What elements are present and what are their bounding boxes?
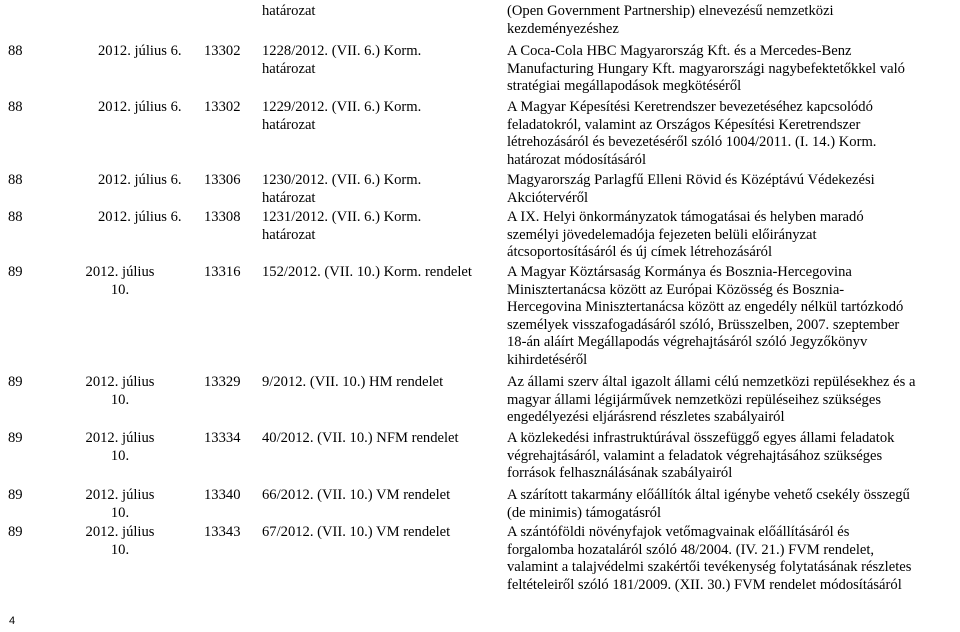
legal-title: Magyarország Parlagfű Elleni Rövid és Középtávú Védekezési Akciótervéről	[507, 172, 875, 206]
legal-title: (Open Government Partnership) elnevezésű nemzetközi kezdeményezéshez	[507, 3, 834, 37]
page-number: 13340	[204, 487, 241, 503]
legal-title: A szárított takarmány előállítók által igénybe vehető csekély összegű (de minimis) támogatásról	[507, 487, 910, 521]
page-number: 13343	[204, 524, 241, 540]
issue-date: 2012. július 10.	[85, 374, 155, 408]
issue-number: 88	[8, 99, 23, 115]
page-number: 13308	[204, 209, 241, 225]
legal-number: 1229/2012. (VII. 6.) Korm. határozat	[262, 99, 422, 133]
issue-number: 89	[8, 430, 23, 446]
issue-number: 89	[8, 264, 23, 280]
issue-date: 2012. július 6.	[98, 99, 182, 115]
legal-title: A szántóföldi növényfajok vetőmagvainak előállításáról és forgalomba hozataláról szóló 48/2004. (IV. 21.) FVM rendelet, valamint a talajvédelmi szakértői tevékenység folytatásának részletes feltételeiről szóló 181/2009. (XII. 30.) FVM rendelet módosításáról	[507, 524, 912, 593]
page-number: 13302	[204, 43, 241, 59]
page-number: 13334	[204, 430, 241, 446]
page-footer-number: 4	[9, 615, 16, 627]
legal-number: 67/2012. (VII. 10.) VM rendelet	[262, 524, 451, 540]
issue-date: 2012. július 6.	[98, 209, 182, 225]
legal-number: 152/2012. (VII. 10.) Korm. rendelet	[262, 264, 472, 280]
legal-number: 1228/2012. (VII. 6.) Korm. határozat	[262, 43, 422, 77]
issue-date: 2012. július 10.	[85, 430, 155, 464]
issue-date: 2012. július 10.	[85, 524, 155, 558]
page-number: 13329	[204, 374, 241, 390]
legal-number: 66/2012. (VII. 10.) VM rendelet	[262, 487, 451, 503]
legal-title: A Magyar Képesítési Keretrendszer bevezetéséhez kapcsolódó feladatokról, valamint az Országos Képesítési Keretrendszer létrehozásáról és bevezetéséről szóló 1004/2011. (I. 14.) Korm. határozat módosításáról	[507, 99, 877, 168]
page-number: 13306	[204, 172, 241, 188]
legal-title: A IX. Helyi önkormányzatok támogatásai és helyben maradó személyi jövedelemadója fejezeten belüli előirányzat átcsoportosításáról és új címek létrehozásáról	[507, 209, 864, 260]
issue-date: 2012. július 6.	[98, 43, 182, 59]
issue-date: 2012. július 6.	[98, 172, 182, 188]
legal-title: A Magyar Köztársaság Kormánya és Bosznia-Hercegovina Minisztertanácsa között az Európai Közösség és Bosznia- Hercegovina Minisztertanácsa között az engedély nélkül tartózkodó személyek visszafogadásáról szóló, Brüsszelben, 2007. szeptember 18-án aláírt Megállapodás végrehajtásáról szóló Jegyzőkönyv kihirdetéséről	[507, 264, 904, 368]
issue-date: 2012. július 10.	[85, 264, 155, 298]
issue-number: 89	[8, 374, 23, 390]
issue-number: 88	[8, 209, 23, 225]
legal-number: 9/2012. (VII. 10.) HM rendelet	[262, 374, 444, 390]
page-number: 13302	[204, 99, 241, 115]
issue-number: 88	[8, 172, 23, 188]
legal-title: A közlekedési infrastruktúrával összefüggő egyes állami feladatok végrehajtásáról, valamint a feladatok végrehajtásához szükséges források felhasználásának szabályairól	[507, 430, 895, 481]
legal-number: 1231/2012. (VII. 6.) Korm. határozat	[262, 209, 422, 243]
legal-number: határozat	[262, 3, 316, 19]
issue-number: 88	[8, 43, 23, 59]
legal-number: 1230/2012. (VII. 6.) Korm. határozat	[262, 172, 422, 206]
issue-number: 89	[8, 524, 23, 540]
legal-title: Az állami szerv által igazolt állami célú nemzetközi repülésekhez és a magyar állami légijárművek nemzetközi repüléseihez szükséges engedélyezési eljárásrend részletes szabályairól	[507, 374, 916, 425]
issue-date: 2012. július 10.	[85, 487, 155, 521]
page-number: 13316	[204, 264, 241, 280]
issue-number: 89	[8, 487, 23, 503]
legal-title: A Coca-Cola HBC Magyarország Kft. és a Mercedes-Benz Manufacturing Hungary Kft. magyarországi nagybefektetőkkel való stratégiai megállapodások megkötéséről	[507, 43, 905, 94]
legal-number: 40/2012. (VII. 10.) NFM rendelet	[262, 430, 459, 446]
